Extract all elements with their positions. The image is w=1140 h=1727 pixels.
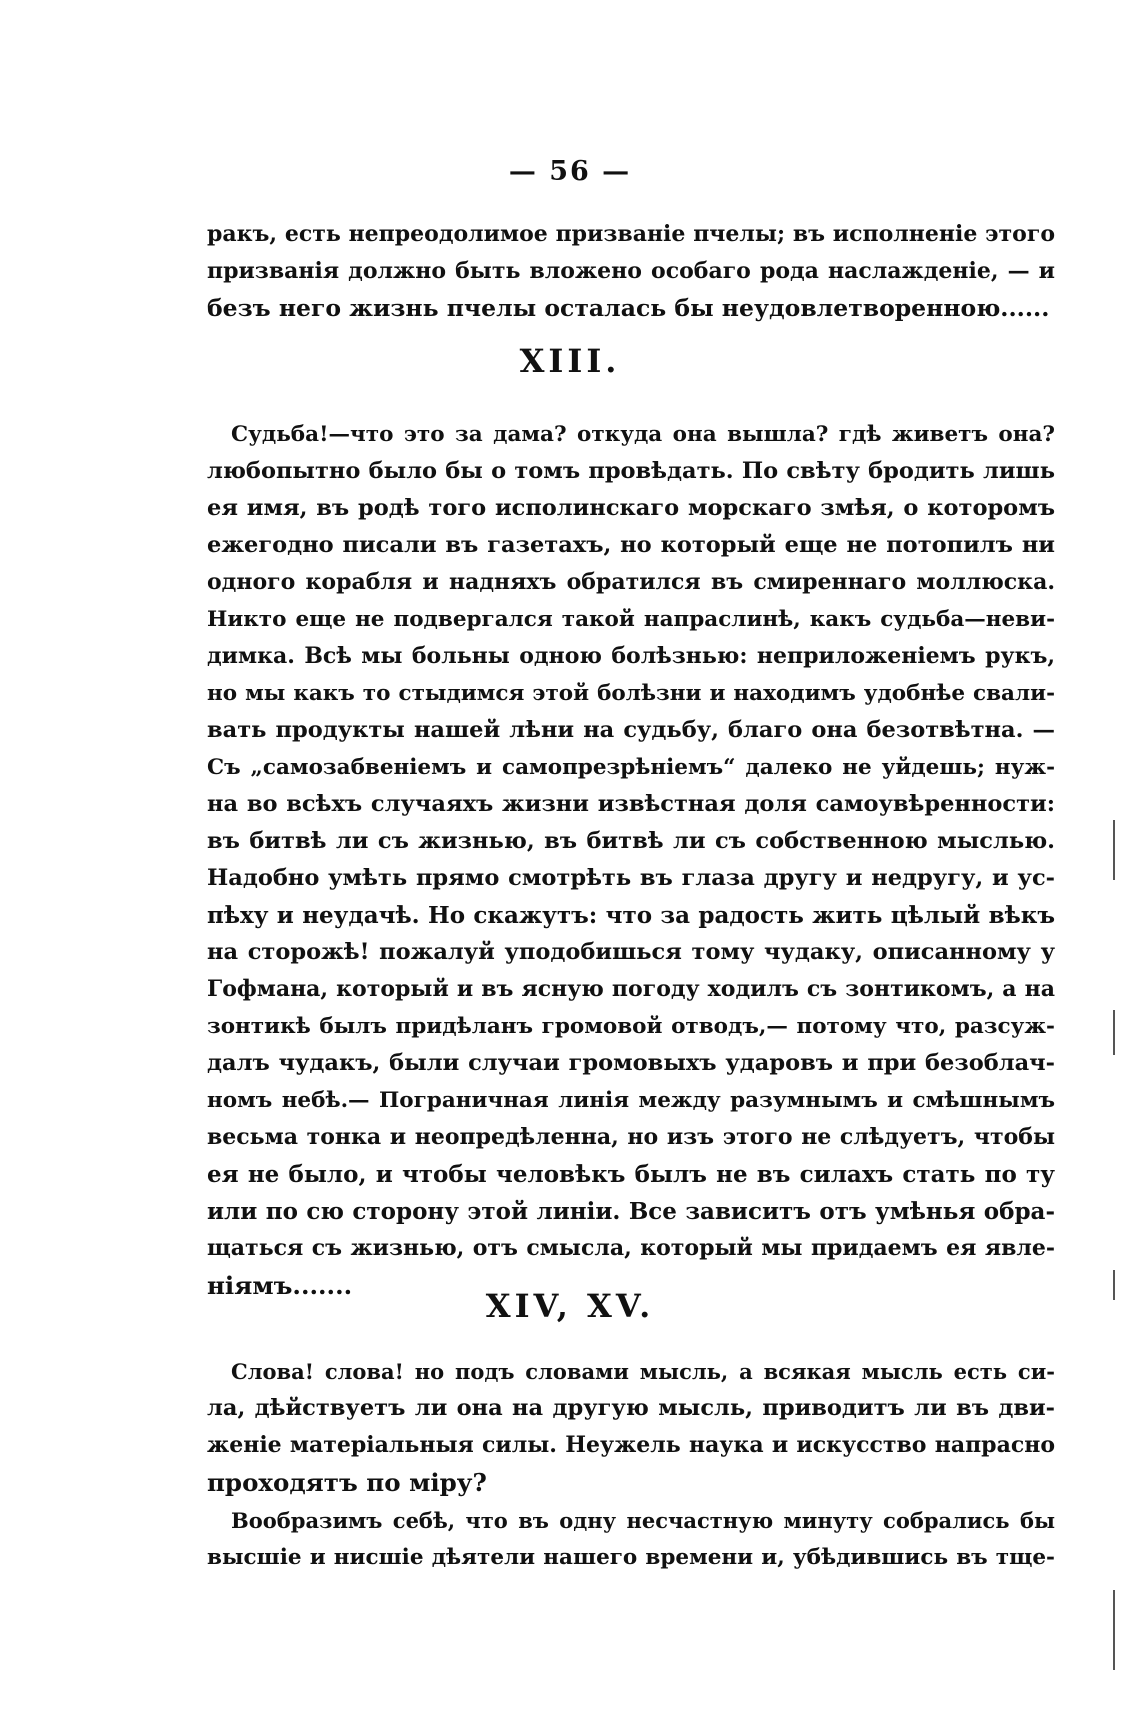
- text-line: одного корабля и надняхъ обратился въ смиреннаго моллюска.: [207, 569, 1055, 595]
- intro-paragraph: [207, 216, 1055, 327]
- text-line: ніямъ.......: [207, 1271, 353, 1300]
- text-line: Слова! слова! но подъ словами мысль, а всякая мысль есть си-: [231, 1359, 1055, 1384]
- text-line: Никто еще не подвергался такой напраслинѣ, какъ судьба—неви-: [207, 607, 1055, 632]
- text-line: ракъ, есть непреодолимое призваніе пчелы; въ исполненіе этого: [207, 221, 1055, 247]
- text-line: номъ небѣ.— Пограничная линія между разумнымъ и смѣшнымъ: [207, 1088, 1055, 1113]
- section-heading-xiv-xv: XIV, XV.: [485, 1287, 655, 1325]
- text-line: ея имя, въ родѣ того исполинскаго морскаго змѣя, о которомъ: [207, 495, 1055, 521]
- text-line: любопытно было бы о томъ провѣдать. По свѣту бродить лишь: [207, 458, 1055, 484]
- text-line: ея не было, и чтобы человѣкъ былъ не въ силахъ стать по ту: [207, 1161, 1055, 1188]
- text-line: на сторожѣ! пожалуй уподобишься тому чудаку, описанному у: [207, 939, 1055, 965]
- text-line: проходятъ по міру?: [207, 1468, 487, 1497]
- text-line: щаться съ жизнью, отъ смысла, который мы придаемъ ея явле-: [207, 1235, 1055, 1261]
- text-line: зонтикѣ былъ придѣланъ громовой отводъ,— потому что, разсуж-: [207, 1014, 1055, 1039]
- text-line: пѣху и неудачѣ. Но скажутъ: что за радость жить цѣлый вѣкъ: [207, 902, 1055, 929]
- text-line: весьма тонка и неопредѣленна, но изъ этого не слѣдуетъ, чтобы: [207, 1124, 1055, 1150]
- text-line: призванія должно быть вложено особаго рода наслажденіе, — и: [207, 258, 1055, 284]
- scan-margin-mark: [1113, 1270, 1115, 1300]
- section-xiv-xv-paragraph-1: [207, 1353, 1055, 1501]
- text-line: Гофмана, который и въ ясную погоду ходилъ съ зонтикомъ, а на: [207, 976, 1055, 1002]
- section-xiii-paragraph: [207, 416, 1055, 1304]
- text-line: Надобно умѣть прямо смотрѣть въ глаза другу и недругу, и ус-: [207, 865, 1055, 891]
- text-line: далъ чудакъ, были случаи громовыхъ ударовъ и при безоблач-: [207, 1050, 1055, 1076]
- text-line: димка. Всѣ мы больны одною болѣзнью: неприложеніемъ рукъ,: [207, 643, 1055, 669]
- page-number: — 56 —: [508, 156, 632, 187]
- scan-margin-mark: [1113, 820, 1115, 880]
- text-line: Судьба!—что это за дама? откуда она вышла? гдѣ живетъ она?: [231, 422, 1055, 447]
- section-heading-xiii: XIII.: [519, 342, 621, 380]
- scan-margin-mark: [1113, 1590, 1115, 1670]
- text-line: ла, дѣйствуетъ ли она на другую мысль, приводитъ ли въ дви-: [207, 1395, 1055, 1421]
- text-line: въ битвѣ ли съ жизнью, въ битвѣ ли съ собственною мыслью.: [207, 828, 1055, 854]
- text-line: безъ него жизнь пчелы осталась бы неудовлетворенною......: [207, 294, 1050, 322]
- text-line: Съ „самозабвеніемъ и самопрезрѣніемъ“ далеко не уйдешь; нуж-: [207, 755, 1055, 780]
- section-xiv-xv-paragraph-2: [207, 1502, 1055, 1576]
- scan-margin-mark: [1113, 1010, 1115, 1055]
- text-line: Вообразимъ себѣ, что въ одну несчастную минуту собрались бы: [231, 1508, 1055, 1533]
- text-line: высшіе и нисшіе дѣятели нашего времени и, убѣдившись въ тще-: [207, 1545, 1055, 1570]
- text-line: на во всѣхъ случаяхъ жизни извѣстная доля самоувѣренности:: [207, 791, 1055, 817]
- text-line: женіе матеріальныя силы. Неужель наука и искусство напрасно: [207, 1432, 1055, 1458]
- text-line: ежегодно писали въ газетахъ, но который еще не потопилъ ни: [207, 532, 1055, 558]
- text-line: или по сю сторону этой линіи. Все зависитъ отъ умѣнья обра-: [207, 1198, 1055, 1225]
- text-line: вать продукты нашей лѣни на судьбу, благо она безотвѣтна. —: [207, 717, 1055, 743]
- text-line: но мы какъ то стыдимся этой болѣзни и находимъ удобнѣе свали-: [207, 681, 1055, 706]
